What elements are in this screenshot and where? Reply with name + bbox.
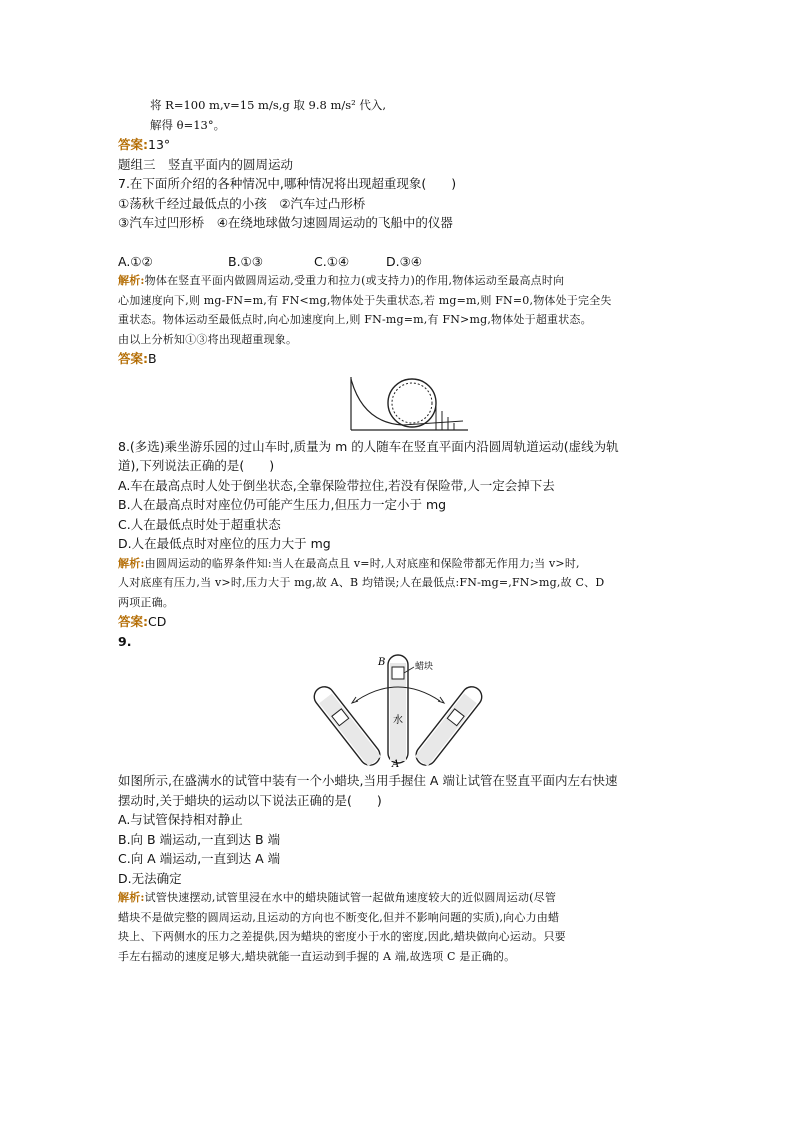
q8-explain-3: 两项正确。 [118,595,174,609]
q9-option-c: C.向 A 端运动,一直到达 A 端 [118,851,281,866]
q7-option-c: C.①④ [314,253,350,269]
q9-explain-1 [118,888,688,908]
q9-explain-4: 手左右摇动的速度足够大,蜡块就能一直运动到手握的 A 端,故选项 C 是正确的。 [118,949,516,963]
answer-label: 答案: [118,614,148,629]
q7-explain-2: 心加速度向下,则 mg-FN=m,有 FN<mg,物体处于失重状态,若 mg=m,则 FN=0,物体处于完全失 [118,293,612,307]
explain-label: 解析: [118,556,145,570]
q9-stem-2: 摆动时,关于蜡块的运动以下说法正确的是( ) [118,792,382,808]
q8-answer [118,612,688,632]
q7-options [118,252,688,272]
intro-answer [118,135,688,155]
q8-option-b: B.人在最高点时对座位仍可能产生压力,但压力一定小于 mg [118,497,447,512]
answer-value: 13° [148,137,171,152]
q7-stem: 7.在下面所介绍的各种情况中,哪种情况将出现超重现象( ) [118,176,457,191]
q9-explain-2: 蜡块不是做完整的圆周运动,且运动的方向也不断变化,但并不影响问题的实质),向心力由蜡 [118,910,560,924]
q8-explain-2: 人对底座有压力,当 v>时,压力大于 mg,故 A、B 均错误;人在最低点:FN-mg=,FN>mg,故 C、D [118,576,605,589]
q9-option-b: B.向 B 端运动,一直到达 B 端 [118,831,281,847]
intro-line-2: 解得 θ=13°。 [150,117,226,132]
q8-explain-1 [118,554,688,574]
q9-stem-1: 如图所示,在盛满水的试管中装有一个小蜡块,当用手握住 A 端让试管在竖直平面内左右快速 [118,773,618,788]
q7-explain-1 [118,271,688,291]
q7-items-2: ③汽车过凹形桥 ④在绕地球做匀速圆周运动的飞船中的仪器 [118,215,453,230]
explain-text: 由圆周运动的临界条件知:当人在最高点且 v=时,人对底座和保险带都无作用力;当 v>时, [144,556,580,570]
spacer [118,233,688,252]
explain-text: 试管快速摆动,试管里浸在水中的蜡块随试管一起做角速度较大的近似圆周运动(尽管 [144,891,557,904]
q7-explain-3: 重状态。物体运动至最低点时,向心加速度向上,则 FN-mg=m,有 FN>mg,物体处于超重状态。 [118,313,592,326]
q7-explain-4: 由以上分析知①③将出现超重现象。 [118,332,298,346]
q7-answer [118,349,688,369]
q7-option-b: B.①③ [228,253,263,269]
intro-line-1: 将 R=100 m,v=15 m/s,g 取 9.8 m/s² 代入, [150,98,387,112]
roller-coaster-figure [118,373,688,433]
q8-option-d: D.人在最低点时对座位的压力大于 mg [118,536,331,551]
document-page [118,96,688,966]
explain-label: 解析: [118,891,145,904]
label-wax: 蜡块 [415,662,434,672]
q9-option-a: A.与试管保持相对静止 [118,812,243,827]
q8-option-c: C.人在最低点时处于超重状态 [118,516,281,532]
q9-option-d: D.无法确定 [118,870,182,886]
q9-number: 9. [118,633,132,649]
label-a: A [392,759,400,769]
label-water: 水 [393,715,403,726]
q8-option-a: A.车在最高点时人处于倒坐状态,全靠保险带拉住,若没有保险带,人一定会掉下去 [118,477,555,493]
section-title: 题组三 竖直平面内的圆周运动 [118,156,294,172]
q8-stem-1: 8.(多选)乘坐游乐园的过山车时,质量为 m 的人随车在竖直平面内沿圆周轨道运动(虚线为轨 [118,438,619,454]
answer-label: 答案: [118,351,148,366]
q7-items-1: ①荡秋千经过最低点的小孩 ②汽车过凸形桥 [118,195,366,211]
q7-option-d: D.③④ [386,253,423,269]
test-tube-figure [118,651,688,769]
q9-explain-3: 块上、下两侧水的压力之差提供,因为蜡块的密度小于水的密度,因此,蜡块做向心运动。只要 [118,930,566,943]
explain-label: 解析: [118,274,145,287]
answer-value: CD [148,614,167,629]
answer-label: 答案: [118,137,148,152]
q7-option-a: A.①② [118,253,153,269]
q8-stem-2: 道),下列说法正确的是( ) [118,458,275,473]
label-b: B [378,657,386,668]
explain-text: 物体在竖直平面内做圆周运动,受重力和拉力(或支持力)的作用,物体运动至最高点时向 [144,274,565,287]
answer-value: B [148,351,157,366]
